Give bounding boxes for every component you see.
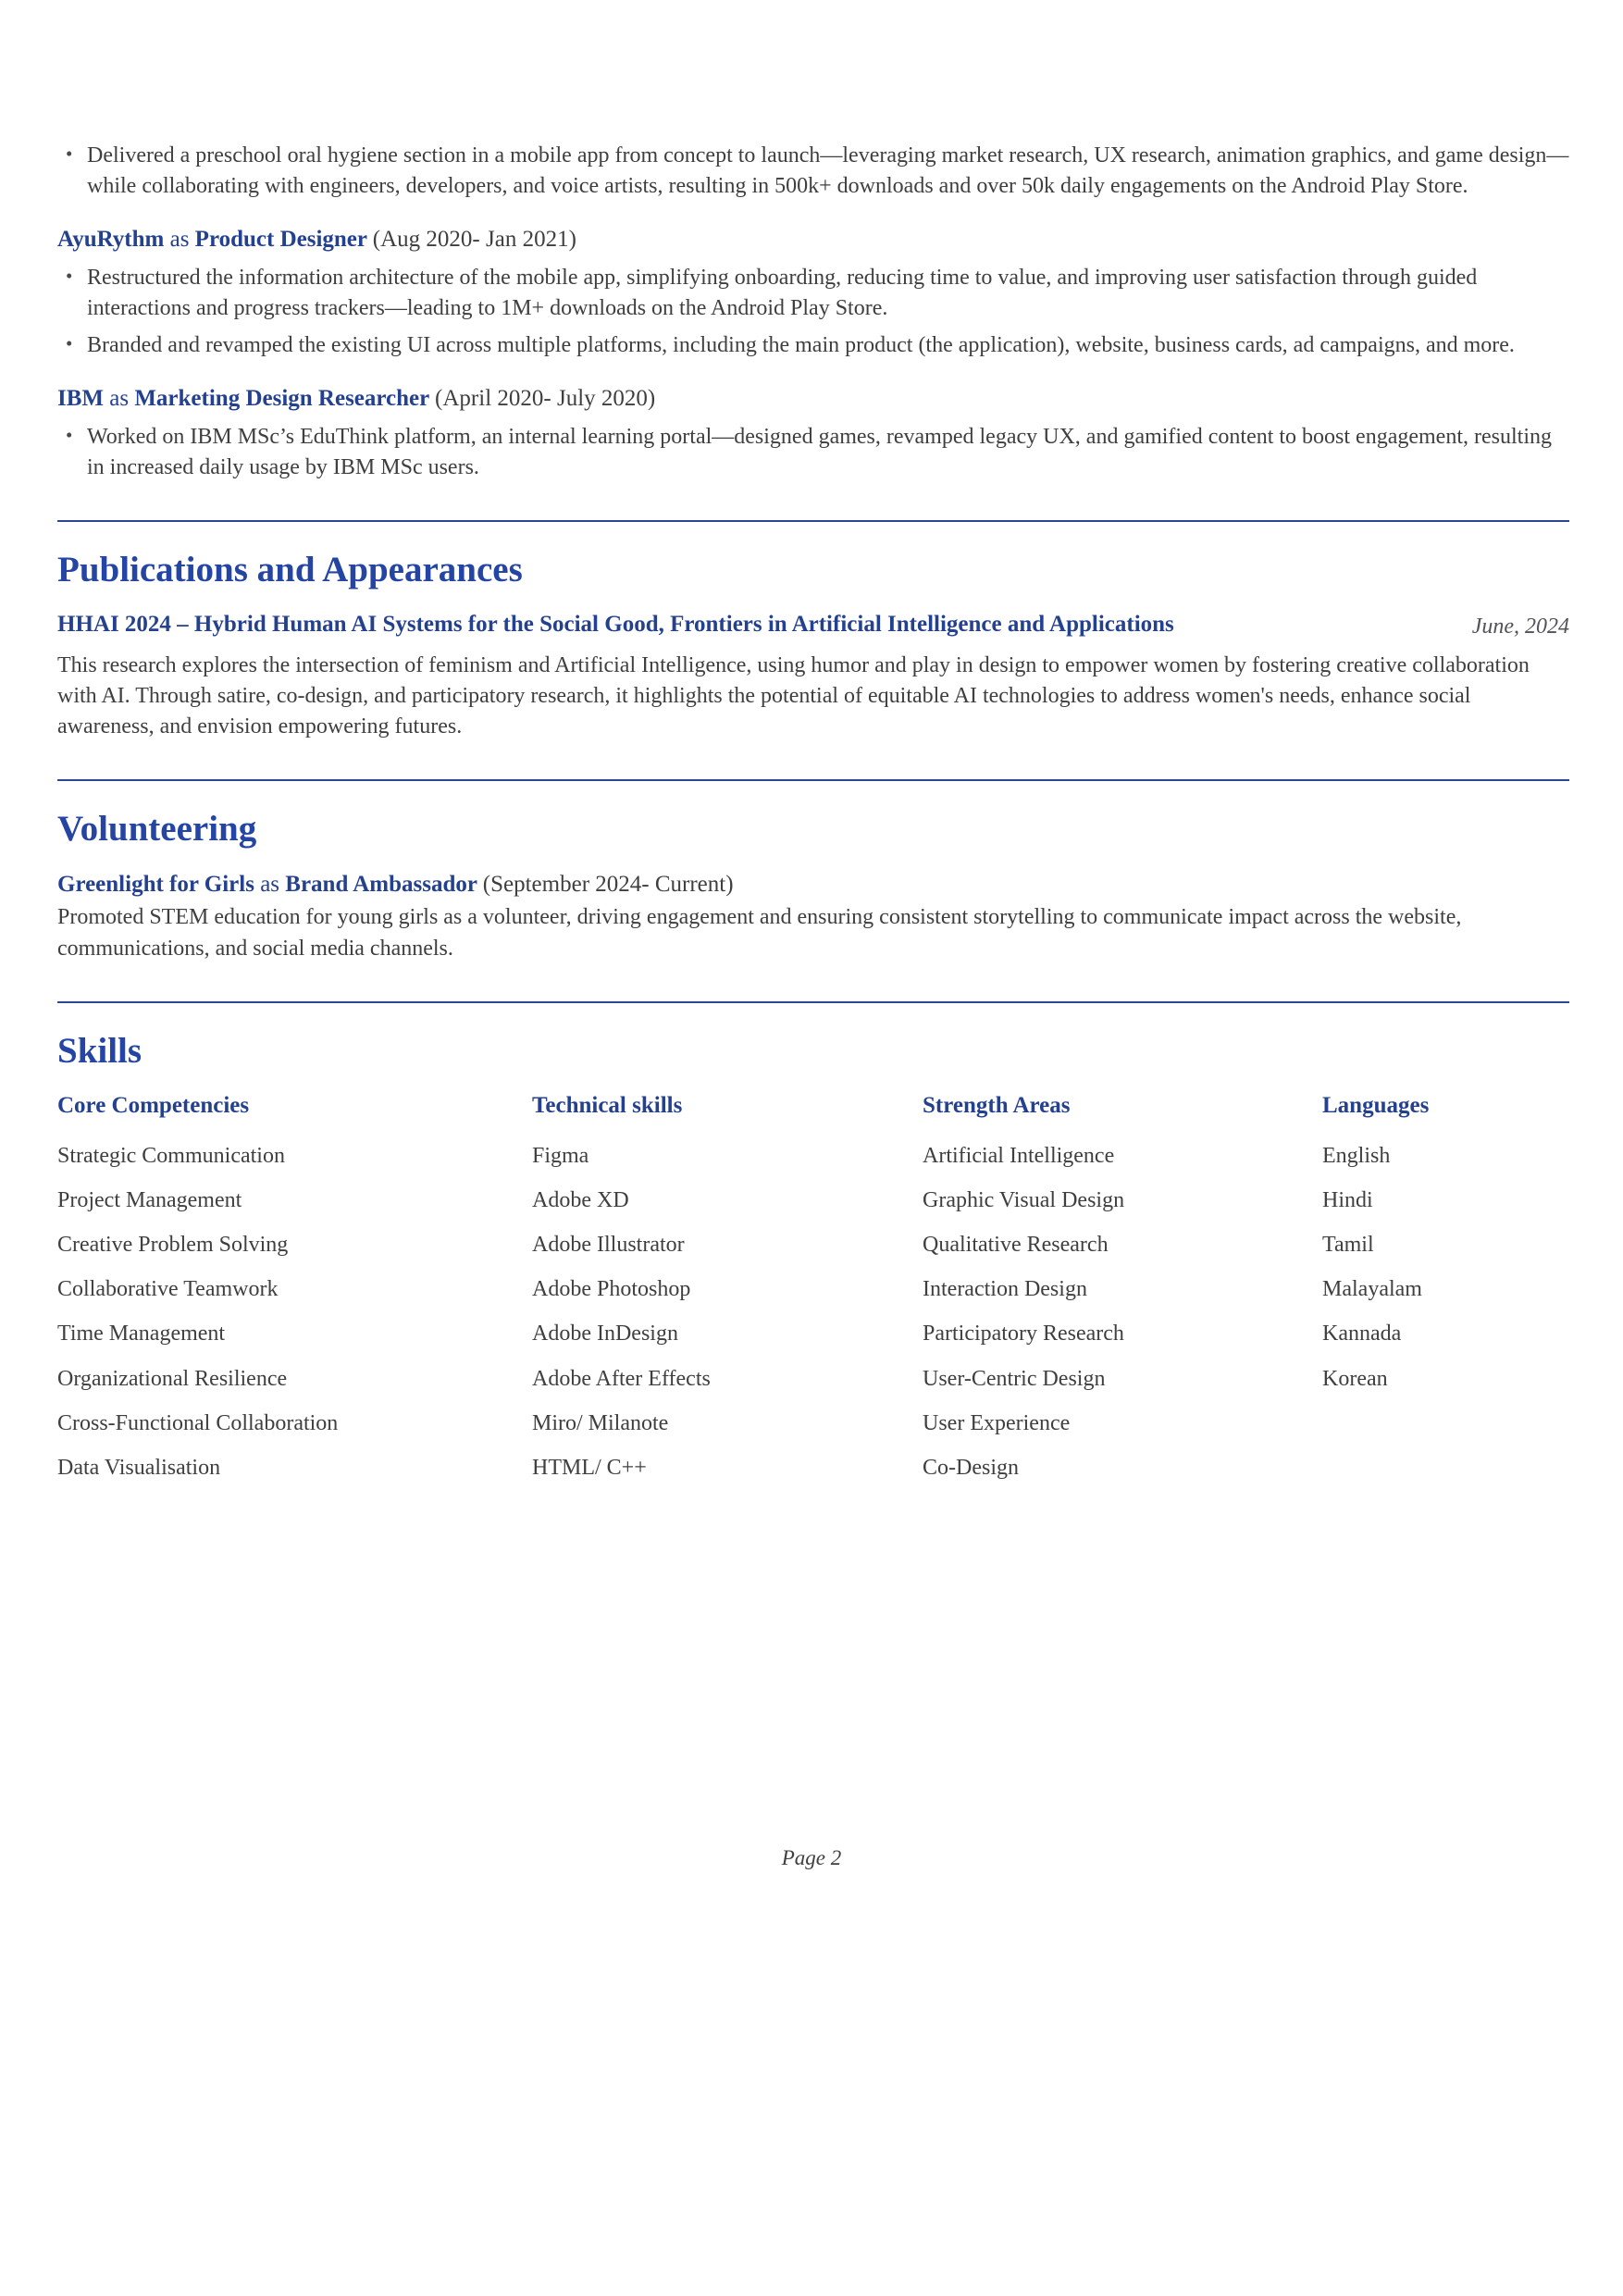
- skill-item: Korean: [1322, 1366, 1388, 1391]
- skills-grid: [57, 1090, 1569, 1496]
- skill-item: English: [1322, 1143, 1391, 1168]
- skill-item: Malayalam: [1322, 1277, 1422, 1302]
- skill-item: Participatory Research: [923, 1322, 1124, 1347]
- publications-section: [57, 550, 1569, 742]
- volunteering-dates: (September 2024- Current): [482, 871, 734, 897]
- job-heading: [57, 383, 1569, 416]
- skill-item: HTML/ C++: [532, 1455, 647, 1480]
- job-role: Marketing Design Researcher: [134, 386, 429, 412]
- publication-name: HHAI 2024 – Hybrid Human AI Systems for the Social Good, Frontiers in Artificial Intelligence and Applications: [57, 611, 1174, 637]
- skills-column-languages: [1322, 1090, 1569, 1496]
- skill-item: Co-Design: [923, 1455, 1019, 1480]
- skill-item: Adobe InDesign: [532, 1322, 678, 1347]
- skill-item: Adobe Photoshop: [532, 1277, 691, 1302]
- job-as-word: as: [169, 227, 190, 253]
- job-role: Product Designer: [194, 227, 367, 253]
- job-bullet: • Branded and revamped the existing UI across multiple platforms, including the main product (the application), website, business cards, ad campaigns, and more.: [57, 330, 1569, 361]
- skill-item: Time Management: [57, 1322, 226, 1347]
- skill-item: Cross-Functional Collaboration: [57, 1410, 339, 1435]
- job-bullets: [57, 422, 1569, 483]
- skill-item: Project Management: [57, 1188, 242, 1213]
- skill-item: Figma: [532, 1143, 589, 1168]
- skill-item: Kannada: [1322, 1322, 1402, 1347]
- job-bullet: • Restructured the information architecture of the mobile app, simplifying onboarding, reducing time to value, and improving user satisfaction through guided interactions and progress trackers—leading to 1M+ downloads on the Android Play Store.: [57, 263, 1569, 324]
- publications-title: Publications and Appearances: [57, 549, 523, 590]
- job-dates: (Aug 2020- Jan 2021): [372, 227, 576, 253]
- job-entry-ayurythm: [57, 224, 1569, 361]
- job-company: IBM: [57, 386, 104, 412]
- skill-item: Data Visualisation: [57, 1455, 221, 1480]
- job-as-word: as: [109, 386, 130, 412]
- job-bullets: [57, 263, 1569, 361]
- skill-item: Hindi: [1322, 1188, 1373, 1213]
- skill-item: Graphic Visual Design: [923, 1188, 1125, 1213]
- skill-item: Artificial Intelligence: [923, 1143, 1115, 1168]
- volunteering-description: Promoted STEM education for young girls as a volunteer, driving engagement and ensuring consistent storytelling to communicate impact across the website, communications, and social media channels.: [57, 905, 1462, 961]
- volunteering-role: Brand Ambassador: [285, 871, 477, 897]
- volunteering-heading: [57, 869, 1569, 901]
- skill-item: Strategic Communication: [57, 1143, 285, 1168]
- job-heading: [57, 224, 1569, 256]
- experience-section: [57, 141, 1569, 483]
- skill-item: Qualitative Research: [923, 1233, 1109, 1258]
- publication-description: This research explores the intersection of feminism and Artificial Intelligence, using humor and play in design to empower women by fostering creative collaboration with AI. Through satire, co-design, and participatory research, it highlights the potential of equitable AI technologies to address women's needs, enhance social awareness, and envision empowering futures.: [57, 652, 1530, 738]
- section-divider: [57, 520, 1569, 522]
- publication-date: June, 2024: [1471, 614, 1569, 639]
- volunteering-as-word: as: [260, 871, 280, 897]
- skills-column-core-competencies: [57, 1090, 532, 1496]
- section-divider: [57, 779, 1569, 781]
- skills-title: Skills: [57, 1030, 142, 1071]
- skills-column-header: Technical skills: [532, 1093, 683, 1119]
- publication-entry-header: [57, 610, 1569, 642]
- skill-item: User Experience: [923, 1410, 1071, 1435]
- skills-section: [57, 1031, 1569, 1497]
- skill-item: Miro/ Milanote: [532, 1410, 669, 1435]
- skill-item: Adobe After Effects: [532, 1366, 711, 1391]
- skill-item: Adobe Illustrator: [532, 1233, 685, 1258]
- skills-column-header: Languages: [1322, 1093, 1430, 1119]
- job-bullet: • Worked on IBM MSc’s EduThink platform, an internal learning portal—designed games, revamped legacy UX, and gamified content to boost engagement, resulting in increased daily usage by IBM MSc users.: [57, 422, 1569, 483]
- skills-column-technical-skills: [532, 1090, 923, 1496]
- skill-item: User-Centric Design: [923, 1366, 1106, 1391]
- skill-item: Collaborative Teamwork: [57, 1277, 279, 1302]
- skills-column-header: Strength Areas: [923, 1093, 1071, 1119]
- experience-bullet: • Delivered a preschool oral hygiene section in a mobile app from concept to launch—leveraging market research, UX research, animation graphics, and game design—while collaborating with engineers, developers, and voice artists, resulting in 500k+ downloads and over 50k daily engagements on the Android Play Store.: [57, 141, 1569, 202]
- skill-item: Adobe XD: [532, 1188, 629, 1213]
- job-dates: (April 2020- July 2020): [435, 386, 656, 412]
- skill-item: Creative Problem Solving: [57, 1233, 289, 1258]
- page-number-footer: Page 2: [781, 1846, 842, 1869]
- experience-intro-bullets: [57, 141, 1569, 202]
- skill-item: Interaction Design: [923, 1277, 1087, 1302]
- skills-column-header: Core Competencies: [57, 1093, 250, 1119]
- volunteering-section: [57, 809, 1569, 964]
- volunteering-title: Volunteering: [57, 809, 257, 850]
- job-company: AyuRythm: [57, 227, 165, 253]
- volunteering-org: Greenlight for Girls: [57, 871, 254, 897]
- skill-item: Tamil: [1322, 1233, 1374, 1258]
- skills-column-strength-areas: [923, 1090, 1322, 1496]
- skill-item: Organizational Resilience: [57, 1366, 288, 1391]
- section-divider: [57, 1001, 1569, 1003]
- job-entry-ibm: [57, 383, 1569, 483]
